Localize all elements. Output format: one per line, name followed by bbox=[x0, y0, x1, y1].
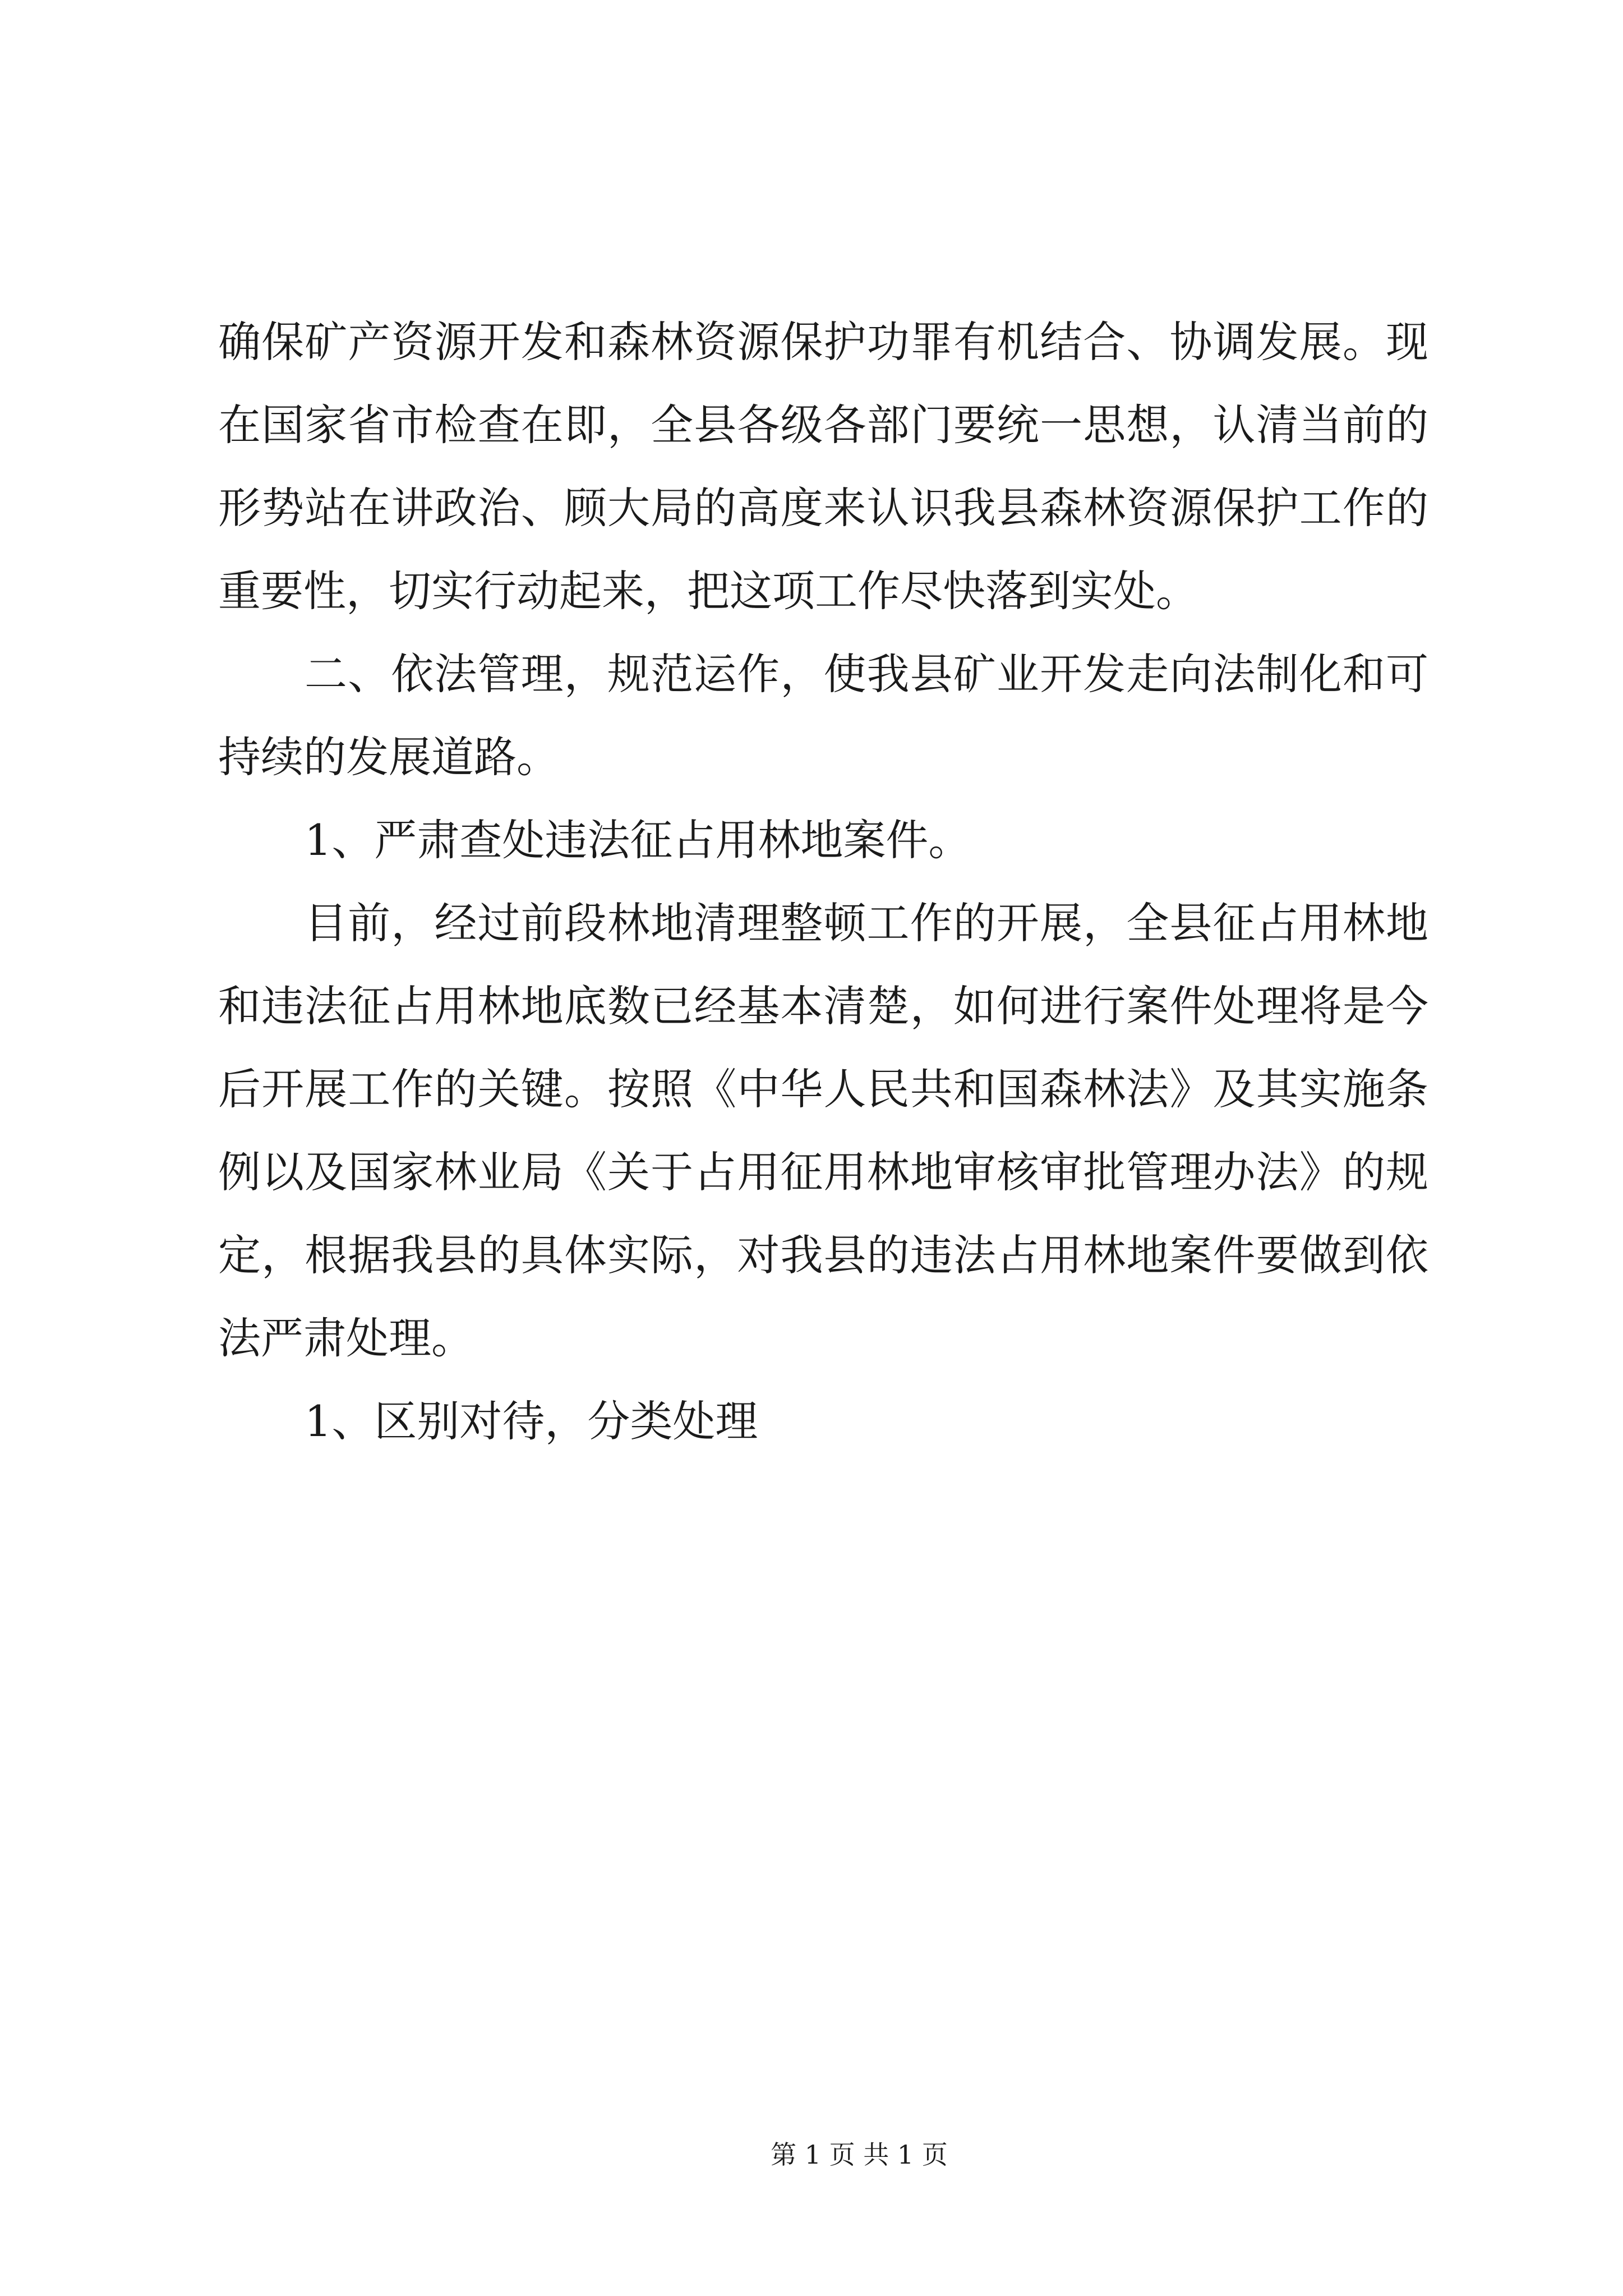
paragraph-line: 确保矿产资源开发和森林资源保护功罪有机结合、协调发展。现 bbox=[218, 317, 1428, 367]
paragraph-line: 形势站在讲政治、顾大局的高度来认识我县森林资源保护工作的 bbox=[218, 483, 1428, 533]
document-body bbox=[218, 301, 1428, 1463]
paragraph-line: 后开展工作的关键。按照《中华人民共和国森林法》及其实施条 bbox=[218, 1064, 1428, 1114]
paragraph-line: 例以及国家林业局《关于占用征用林地审核审批管理办法》的规 bbox=[218, 1147, 1428, 1197]
paragraph-line: 1、区别对待，分类处理 bbox=[305, 1396, 758, 1446]
section-heading bbox=[218, 799, 1428, 882]
paragraph bbox=[218, 633, 1428, 799]
paragraph-line: 在国家省市检查在即，全县各级各部门要统一思想，认清当前的 bbox=[218, 400, 1428, 450]
paragraph-line: 1、严肃查处违法征占用林地案件。 bbox=[305, 815, 971, 865]
paragraph-line: 和违法征占用林地底数已经基本清楚，如何进行案件处理将是今 bbox=[218, 981, 1428, 1031]
paragraph-line: 法严肃处理。 bbox=[218, 1313, 474, 1363]
section-heading bbox=[218, 1380, 1428, 1463]
paragraph-line: 重要性，切实行动起来，把这项工作尽快落到实处。 bbox=[218, 566, 1198, 616]
paragraph bbox=[218, 301, 1428, 633]
paragraph bbox=[218, 882, 1428, 1380]
paragraph-line: 目前，经过前段林地清理整顿工作的开展，全县征占用林地 bbox=[305, 898, 1428, 948]
paragraph-line: 定，根据我县的具体实际，对我县的违法占用林地案件要做到依 bbox=[218, 1230, 1428, 1280]
page-footer: 第 1 页 共 1 页 bbox=[771, 2139, 948, 2170]
paragraph-line: 持续的发展道路。 bbox=[218, 732, 559, 782]
paragraph-line: 二、依法管理，规范运作，使我县矿业开发走向法制化和可 bbox=[305, 649, 1428, 699]
